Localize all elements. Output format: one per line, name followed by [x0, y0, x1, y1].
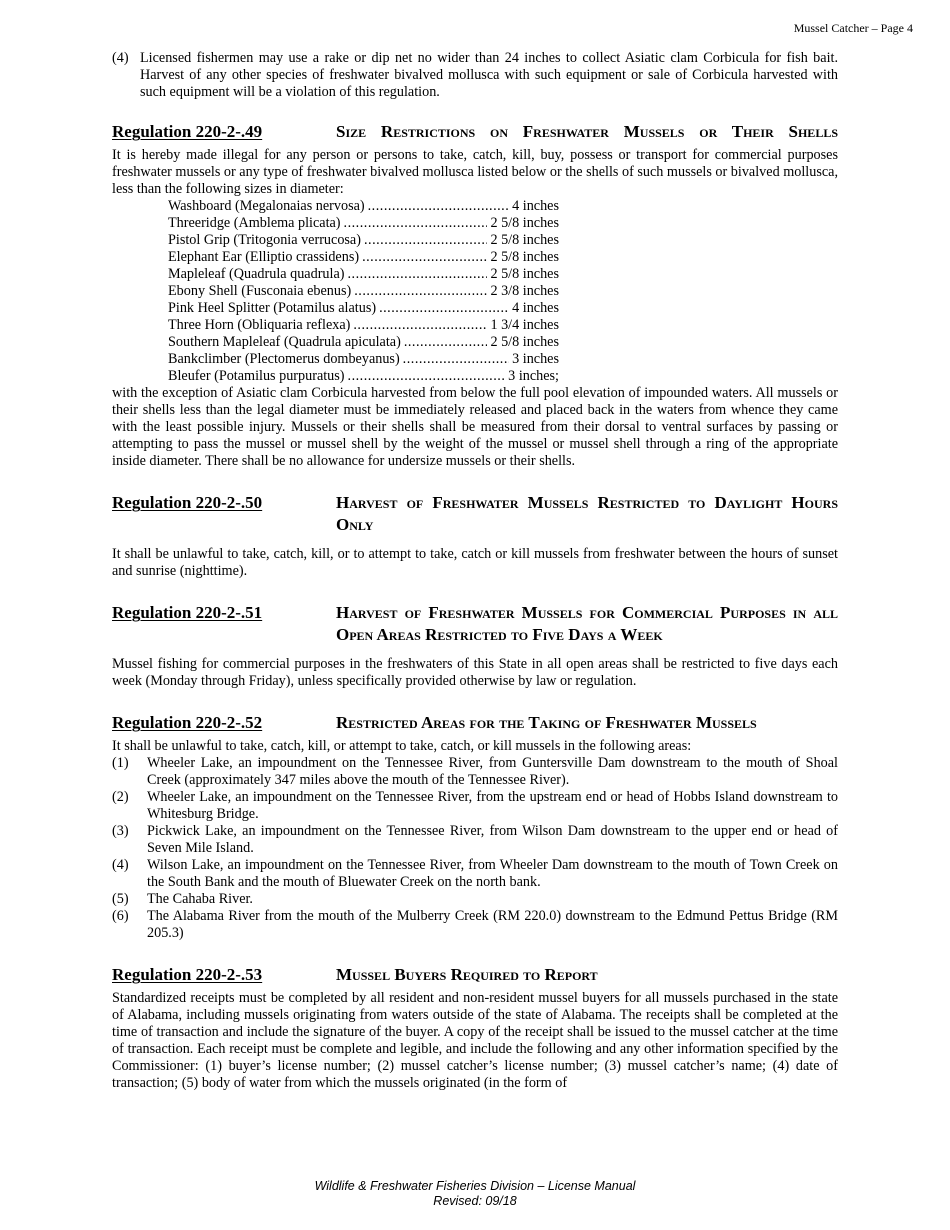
- regulation-body: It shall be unlawful to take, catch, kill, or attempt to take, catch, or kill mussels in the following areas:: [112, 738, 692, 754]
- regulation-number: Regulation 220-2-.51: [112, 603, 263, 622]
- regulation-title: Restricted Areas for the Taking of Freshwater Mussels: [336, 713, 757, 732]
- minimum-size: 4 inches: [512, 300, 559, 316]
- regulation-number: Regulation 220-2-.52: [112, 713, 263, 732]
- mussel-species: Pink Heel Splitter (Potamilus alatus): [168, 300, 377, 316]
- mussel-species: Pistol Grip (Tritogonia verrucosa): [168, 232, 361, 248]
- dot-leader: [354, 283, 487, 300]
- mussel-species: Three Horn (Obliquaria reflexa): [168, 317, 351, 333]
- regulation-body: It is hereby made illegal for any person or persons to take, catch, kill, buy, possess or transport for commercial purposes freshwater mussels or any type of freshwater bivalved mollusca listed below or the shells of such mussels or bivalved mollusca, less than the following sizes in diameter:: [112, 147, 838, 197]
- item-number: (3): [112, 823, 129, 839]
- document-body: [112, 50, 838, 1092]
- dot-leader: [353, 317, 487, 334]
- minimum-size: 2 5/8 inches: [490, 334, 559, 350]
- list-item: [112, 823, 838, 857]
- footer-revision-date: Revised: 09/18: [433, 1194, 517, 1208]
- regulation-heading-50: [112, 492, 838, 536]
- minimum-size: 3 inches: [512, 351, 559, 367]
- size-row: [168, 249, 559, 266]
- regulation-heading-49: [112, 121, 838, 143]
- item-number: (1): [112, 755, 129, 771]
- regulation-body: Mussel fishing for commercial purposes in the freshwaters of this State in all open areas shall be restricted to five days each week (Monday through Friday), unless specifically provided otherwise by law or regulation.: [112, 656, 838, 689]
- list-item: [112, 857, 838, 891]
- item-number: (2): [112, 789, 129, 805]
- minimum-size: 3 inches;: [508, 368, 559, 384]
- minimum-size: 4 inches: [512, 198, 559, 214]
- mussel-species: Mapleleaf (Quadrula quadrula): [168, 266, 345, 282]
- regulation-body: Standardized receipts must be completed by all resident and non-resident mussel buyers for all mussels purchased in the state of Alabama, including mussels originating from waters outside of the state of Alabama. The receipts shall be completed at the time of transaction and include the signature of the buyer. A copy of the receipt shall be issued to the mussel catcher at the time of transaction. Each receipt must be complete and legible, and include the following and any other information specified by the Commissioner: (1) buyer’s license number; (2) mussel catcher’s license number; (3) mussel catcher’s name; (4) date of transaction; (5) body of water from which the mussels originated (in the form of: [112, 990, 838, 1091]
- dot-leader: [344, 215, 488, 232]
- dot-leader: [348, 368, 506, 385]
- regulation-title: Harvest of Freshwater Mussels Restricted to Daylight Hours Only: [336, 493, 838, 534]
- item-text: Pickwick Lake, an impoundment on the Tennessee River, from Wilson Dam downstream to the upper end or head of Seven Mile Island.: [147, 823, 838, 856]
- item-text: The Cahaba River.: [147, 891, 253, 907]
- item-number: (5): [112, 891, 129, 907]
- size-restriction-list: [168, 198, 559, 385]
- regulation-title: Mussel Buyers Required to Report: [336, 965, 598, 984]
- restricted-area-list: [112, 755, 838, 942]
- size-row: [168, 351, 559, 368]
- regulation-number: Regulation 220-2-.53: [112, 965, 263, 984]
- dot-leader: [364, 232, 487, 249]
- dot-leader: [404, 334, 488, 351]
- mussel-species: Elephant Ear (Elliptio crassidens): [168, 249, 360, 265]
- dot-leader: [379, 300, 509, 317]
- item-text: The Alabama River from the mouth of the Mulberry Creek (RM 220.0) downstream to the Edmund Pettus Bridge (RM 205.3): [147, 908, 838, 941]
- size-row: [168, 215, 559, 232]
- item-number: (4): [112, 50, 129, 66]
- size-row: [168, 232, 559, 249]
- footer-manual-title: Wildlife & Freshwater Fisheries Division – License Manual: [314, 1179, 636, 1193]
- dot-leader: [362, 249, 487, 266]
- mussel-species: Washboard (Megalonaias nervosa): [168, 198, 365, 214]
- size-row: [168, 198, 559, 215]
- regulation-title: Size Restrictions on Freshwater Mussels or Their Shells: [336, 122, 838, 141]
- size-row: [168, 300, 559, 317]
- intro-list-item: [112, 50, 838, 101]
- item-number: (4): [112, 857, 129, 873]
- dot-leader: [368, 198, 509, 215]
- size-row: [168, 317, 559, 334]
- size-row: [168, 334, 559, 351]
- minimum-size: 2 3/8 inches: [490, 283, 559, 299]
- mussel-species: Southern Mapleleaf (Quadrula apiculata): [168, 334, 401, 350]
- size-row: [168, 266, 559, 283]
- minimum-size: 1 3/4 inches: [490, 317, 559, 333]
- list-item: [112, 755, 838, 789]
- regulation-number: Regulation 220-2-.50: [112, 493, 263, 512]
- minimum-size: 2 5/8 inches: [490, 232, 559, 248]
- mussel-species: Bankclimber (Plectomerus dombeyanus): [168, 351, 400, 367]
- page-footer: [0, 1179, 950, 1209]
- mussel-species: Threeridge (Amblema plicata): [168, 215, 341, 231]
- size-row: [168, 283, 559, 300]
- dot-leader: [403, 351, 509, 368]
- minimum-size: 2 5/8 inches: [490, 215, 559, 231]
- item-text: Wheeler Lake, an impoundment on the Tennessee River, from Guntersville Dam downstream to the mouth of Shoal Creek (approximately 347 miles above the mouth of the Tennessee River).: [147, 755, 838, 788]
- minimum-size: 2 5/8 inches: [490, 266, 559, 282]
- mussel-species: Ebony Shell (Fusconaia ebenus): [168, 283, 352, 299]
- regulation-heading-51: [112, 602, 838, 646]
- list-item: [112, 891, 838, 908]
- minimum-size: 2 5/8 inches: [490, 249, 559, 265]
- regulation-heading-52: [112, 712, 838, 734]
- dot-leader: [347, 266, 487, 283]
- regulation-heading-53: [112, 964, 838, 986]
- regulation-number: Regulation 220-2-.49: [112, 122, 263, 141]
- mussel-species: Bleufer (Potamilus purpuratus): [168, 368, 345, 384]
- size-row: [168, 368, 559, 385]
- list-item: [112, 789, 838, 823]
- regulation-title: Harvest of Freshwater Mussels for Commercial Purposes in all Open Areas Restricted to Five Days a Week: [336, 603, 838, 644]
- item-text: Licensed fishermen may use a rake or dip net no wider than 24 inches to collect Asiatic clam Corbicula for fish bait. Harvest of any other species of freshwater bivalved mollusca with such equipment or sale of Corbicula harvested with such equipment will be a violation of this regulation.: [140, 50, 838, 100]
- page-header: Mussel Catcher – Page 4: [793, 21, 913, 35]
- regulation-body: It shall be unlawful to take, catch, kill, or to attempt to take, catch or kill mussels from freshwater between the hours of sunset and sunrise (nighttime).: [112, 546, 838, 579]
- list-item: [112, 908, 838, 942]
- regulation-body-continued: with the exception of Asiatic clam Corbicula harvested from below the full pool elevation of impounded waters. All mussels or their shells less than the legal diameter must be immediately released and placed back in the waters from whence they came with the least possible injury. Mussels or their shells shall be measured from their dorsal to ventral surfaces by passing or attempting to pass the mussel or mussel shell by the weight of the mussel or mussel shell through a ring of the appropriate inside diameter. There shall be no allowance for undersize mussels or their shells.: [112, 385, 838, 469]
- item-text: Wheeler Lake, an impoundment on the Tennessee River, from the upstream end or head of Hobbs Island downstream to Whitesburg Bridge.: [147, 789, 838, 822]
- item-number: (6): [112, 908, 129, 924]
- item-text: Wilson Lake, an impoundment on the Tennessee River, from Wheeler Dam downstream to the mouth of Town Creek on the South Bank and the mouth of Bluewater Creek on the north bank.: [147, 857, 838, 890]
